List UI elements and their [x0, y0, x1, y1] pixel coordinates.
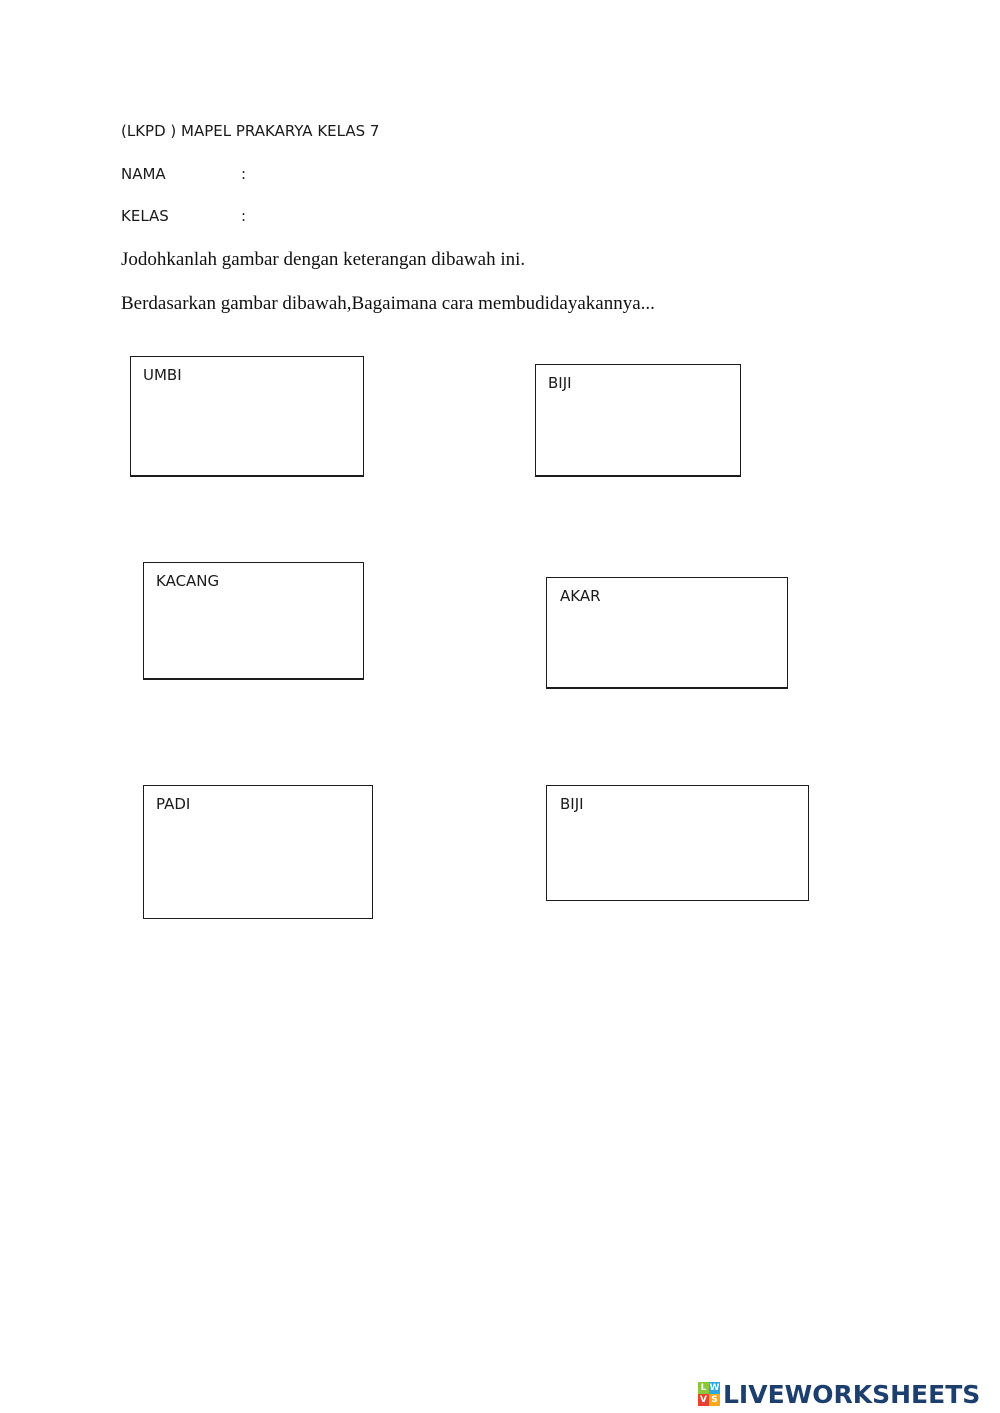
answer-box-umbi[interactable] [130, 356, 364, 477]
class-colon: : [241, 207, 247, 225]
liveworksheets-wordmark: LIVEWORKSHEETS [723, 1379, 981, 1409]
box-label: BIJI [548, 374, 572, 392]
answer-box-biji-2[interactable] [546, 785, 809, 901]
logo-mark-letter: W [709, 1383, 720, 1393]
box-label: UMBI [143, 366, 182, 384]
liveworksheets-logo [698, 1378, 980, 1410]
answer-box-biji[interactable] [535, 364, 741, 477]
box-label: BIJI [560, 795, 584, 813]
instruction-question: Berdasarkan gambar dibawah,Bagaimana cara membudidayakannya... [121, 293, 655, 314]
logo-mark-letter: S [709, 1394, 720, 1406]
class-label: KELAS [121, 207, 169, 225]
box-label: AKAR [560, 587, 601, 605]
box-label: PADI [156, 795, 191, 813]
name-label: NAMA [121, 165, 166, 183]
instruction-match: Jodohkanlah gambar dengan keterangan dibawah ini. [121, 249, 526, 270]
liveworksheets-mark-icon [698, 1382, 720, 1406]
logo-mark-letter: L [698, 1382, 709, 1394]
box-label: KACANG [156, 572, 220, 590]
worksheet-title: (LKPD ) MAPEL PRAKARYA KELAS 7 [121, 122, 380, 140]
answer-box-akar[interactable] [546, 577, 788, 689]
answer-box-kacang[interactable] [143, 562, 364, 680]
name-colon: : [241, 165, 247, 183]
logo-mark-letter: V [698, 1394, 709, 1406]
answer-box-padi[interactable] [143, 785, 373, 919]
